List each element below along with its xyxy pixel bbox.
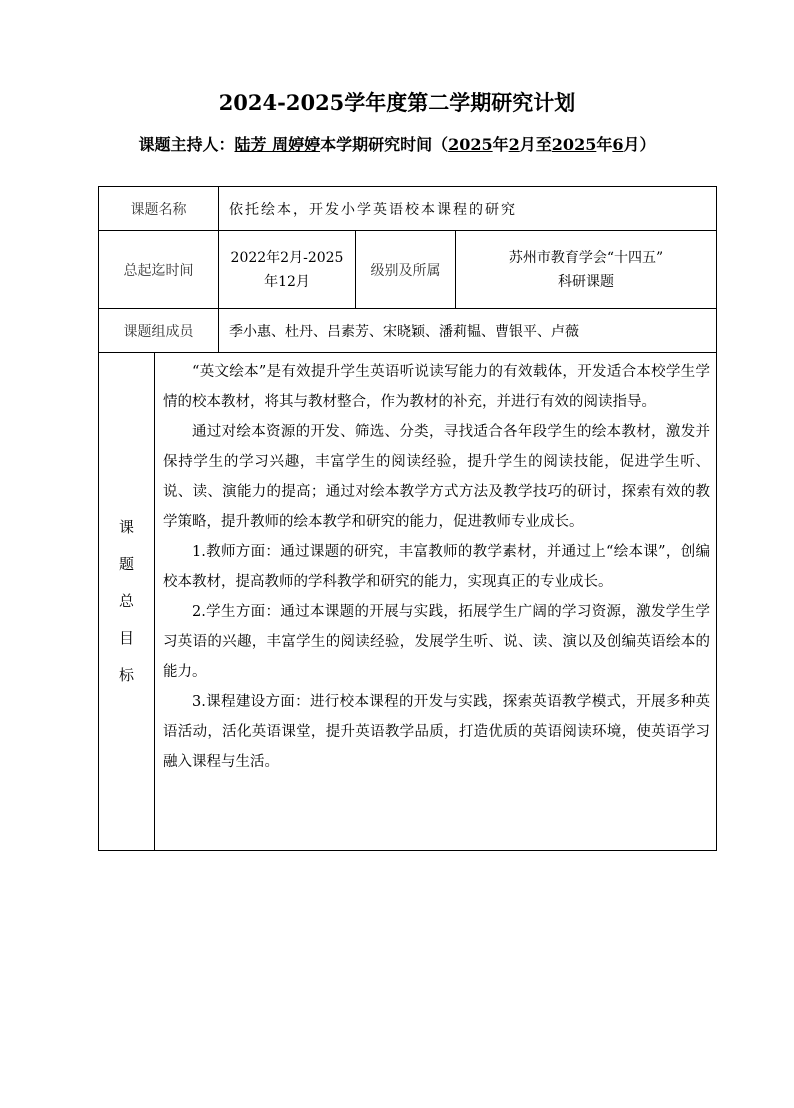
end-year: 2025: [551, 135, 597, 154]
goal-label-char: 目: [118, 629, 134, 647]
time-label: 本学期研究时间（: [320, 135, 449, 154]
period-value-line1: 2022年2月-2025: [230, 249, 344, 266]
members-label: 课题组成员: [99, 309, 219, 353]
level-value: [456, 231, 717, 309]
goal-label: [99, 353, 155, 851]
goal-paragraph: 3.课程建设方面：进行校本课程的开发与实践，探索英语教学模式，开展多种英语活动，活化英语课堂，提升英语教学品质，打造优质的英语阅读环境，使英语学习融入课程与生活。: [163, 694, 711, 770]
goal-paragraph: “英文绘本”是有效提升学生英语听说读写能力的有效载体，开发适合本校学生学情的校本教材，将其与教材整合，作为教材的补充，并进行有效的阅读指导。: [163, 364, 711, 410]
level-value-line1: 苏州市教育学会“十四五”: [508, 249, 664, 266]
end-month-unit: 月）: [623, 135, 656, 154]
goal-label-char: 题: [118, 555, 134, 573]
subtitle: [0, 133, 794, 157]
end-year-unit: 年: [596, 135, 613, 154]
row-period: [99, 231, 717, 309]
start-year-unit: 年: [492, 135, 509, 154]
goal-paragraph: 2.学生方面：通过本课题的开展与实践，拓展学生广阔的学习资源，激发学生学习英语的兴趣，丰富学生的阅读经验，发展学生听、说、读、演以及创编英语绘本的能力。: [163, 604, 711, 680]
goal-paragraph: 1.教师方面：通过课题的研究，丰富教师的教学素材，并通过上“绘本课”，创编校本教材，提高教师的学科教学和研究的能力，实现真正的专业成长。: [163, 544, 711, 590]
goal-paragraph: 通过对绘本资源的开发、筛选、分类，寻找适合各年段学生的绘本教材，激发并保持学生的学习兴趣，丰富学生的阅读经验，提升学生的阅读技能，促进学生听、说、读、演能力的提高；通过对绘本教学方式方法及教学技巧的研讨，探索有效的教学策略，提升教师的绘本教学和研究的能力，促进教师专业成长。: [163, 424, 711, 530]
start-month: 2: [508, 135, 520, 154]
plan-table: [98, 186, 717, 851]
page-title: 2024-2025学年度第二学期研究计划: [218, 90, 576, 115]
level-label: 级别及所属: [356, 231, 456, 309]
period-label: 总起迄时间: [99, 231, 219, 309]
row-members: [99, 309, 717, 353]
goal-label-char: 课: [118, 518, 134, 536]
topic-name-label: 课题名称: [99, 187, 219, 231]
period-value-line2: 年12月: [264, 273, 310, 290]
goal-label-char: 标: [118, 666, 134, 684]
period-value: [219, 231, 356, 309]
start-month-unit: 月至: [519, 135, 552, 154]
host-names: 陆芳 周婷婷: [234, 135, 321, 154]
row-goals: [99, 353, 717, 851]
topic-name-value: 依托绘本，开发小学英语校本课程的研究: [219, 187, 717, 231]
members-value: 季小惠、杜丹、吕素芳、宋晓颖、潘莉韫、曹银平、卢薇: [219, 309, 717, 353]
start-year: 2025: [448, 135, 493, 154]
goal-label-char: 总: [118, 592, 134, 610]
goal-content: [155, 353, 717, 851]
host-label: 课题主持人：: [138, 135, 235, 154]
row-topic-name: [99, 187, 717, 231]
level-value-line2: 科研课题: [558, 273, 615, 290]
end-month: 6: [612, 135, 624, 154]
